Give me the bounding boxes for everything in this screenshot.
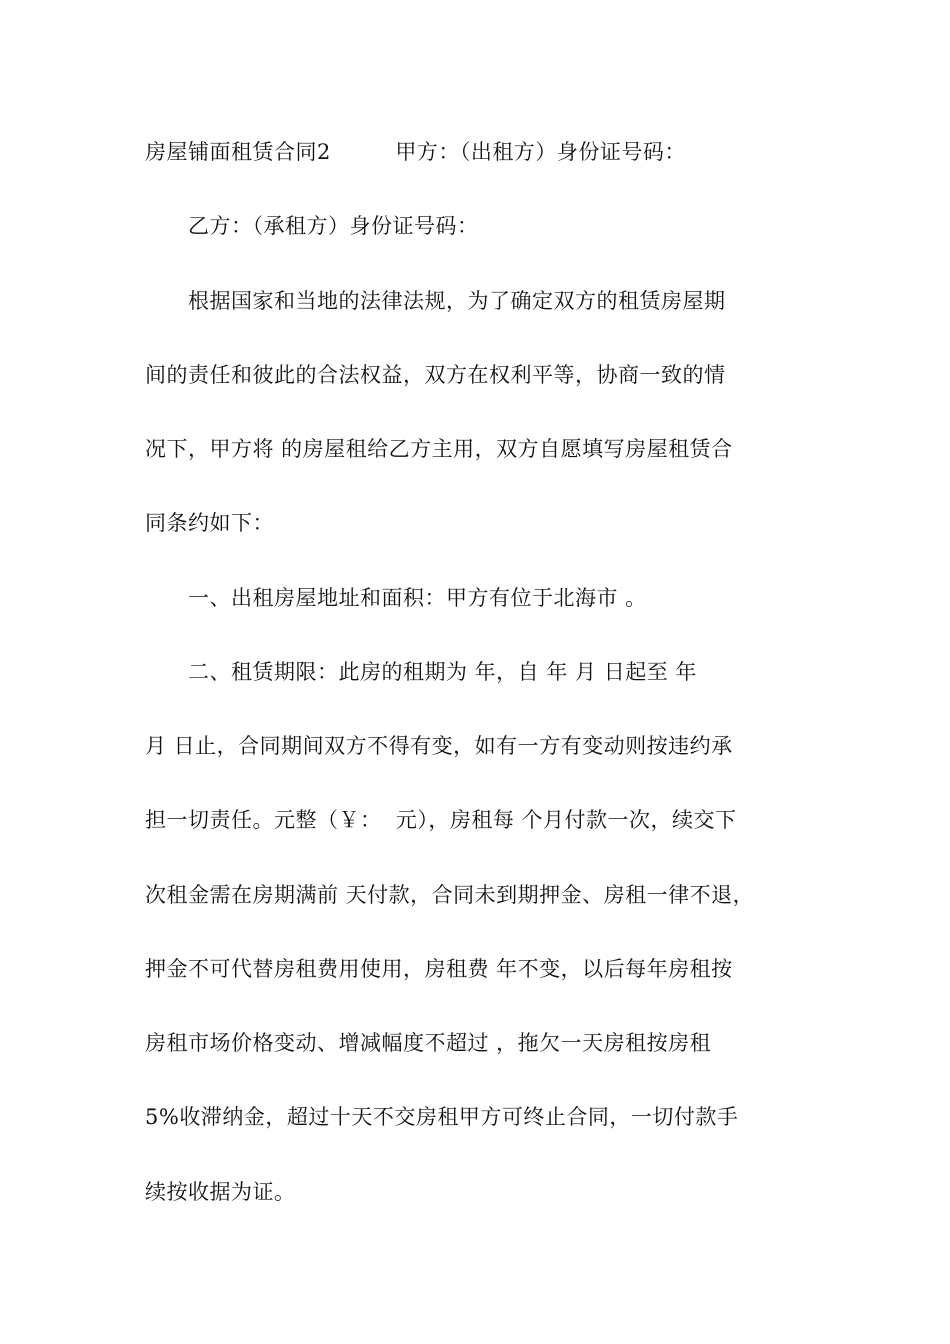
paragraph-intro-line-3: 况下，甲方将 的房屋租给乙方主用，双方自愿填写房屋租赁合	[145, 437, 733, 461]
paragraph-intro-line-4: 同条约如下：	[145, 511, 274, 535]
clause-2-line-3: 担一切责任。元整（￥： 元），房租每 个月付款一次，续交下	[145, 808, 737, 832]
clause-2-line-5: 押金不可代替房租费用使用，房租费 年不变，以后每年房租按	[145, 957, 733, 981]
clause-2-line-8: 续按收据为证。	[145, 1180, 296, 1204]
title-and-party-a-line: 房屋铺面租赁合同2 甲方：（出租方）身份证号码：	[145, 140, 686, 164]
clause-2-line-1: 二、租赁期限：此房的租期为 年，自 年 月 日起至 年	[145, 660, 697, 684]
paragraph-intro-line-2: 间的责任和彼此的合法权益，双方在权利平等，协商一致的情	[145, 363, 726, 387]
clause-1-line: 一、出租房屋地址和面积：甲方有位于北海市 。	[145, 586, 647, 610]
clause-2-line-2: 月 日止，合同期间双方不得有变，如有一方有变动则按违约承	[145, 734, 733, 758]
clause-2-line-4: 次租金需在房期满前 天付款，合同未到期押金、房租一律不退，	[145, 883, 755, 907]
clause-2-line-6: 房租市场价格变动、增减幅度不超过 ，拖欠一天房租按房租	[145, 1031, 712, 1055]
clause-2-line-7: 5%收滞纳金，超过十天不交房租甲方可终止合同，一切付款手	[145, 1105, 739, 1129]
party-b-line: 乙方：（承租方）身份证号码：	[145, 214, 479, 238]
paragraph-intro-line-1: 根据国家和当地的法律法规，为了确定双方的租赁房屋期	[145, 289, 726, 313]
